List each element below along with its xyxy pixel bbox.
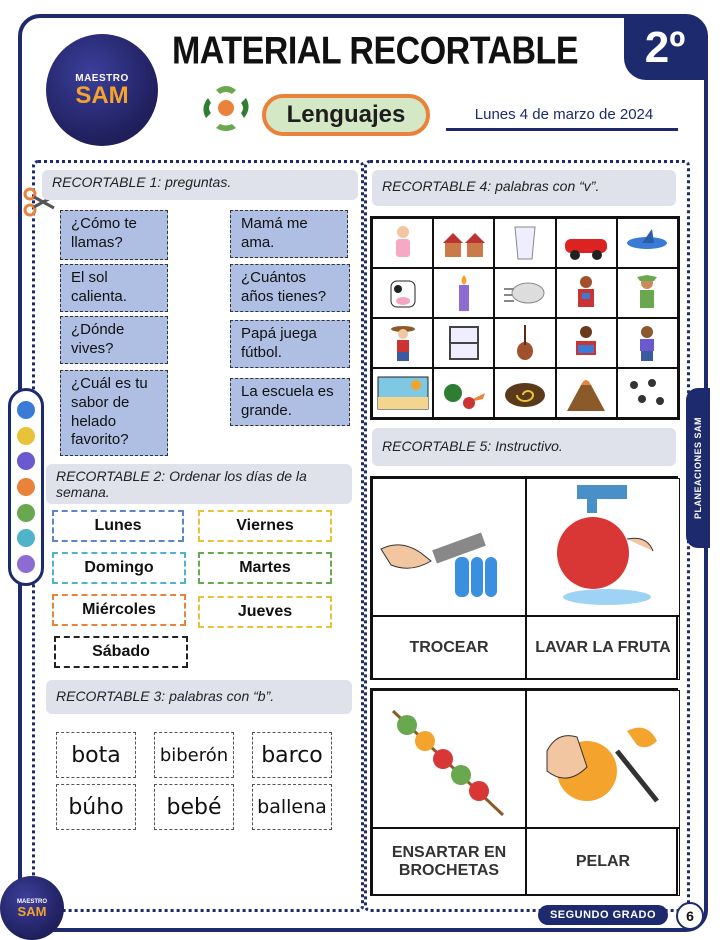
instruction-label: ENSARTAR EN BROCHETAS bbox=[372, 828, 526, 896]
village-houses-icon bbox=[433, 218, 494, 268]
logo-line1: MAESTRO bbox=[75, 72, 129, 84]
field-icon bbox=[17, 504, 35, 522]
recortable2-heading: RECORTABLE 2: Ordenar los días de la semana. bbox=[46, 464, 352, 504]
volcano-icon bbox=[556, 368, 617, 418]
day-card: Lunes bbox=[52, 510, 184, 542]
recortable3-heading: RECORTABLE 3: palabras con “b”. bbox=[46, 680, 352, 714]
word-card: bota bbox=[56, 732, 136, 778]
recortable5-heading: RECORTABLE 5: Instructivo. bbox=[372, 428, 676, 466]
question-card: ¿Cómo te llamas? bbox=[60, 210, 168, 260]
brochetas-illustration bbox=[372, 690, 526, 828]
question-card: ¿Cuántos años tienes? bbox=[230, 264, 350, 312]
recortable1-heading: RECORTABLE 1: preguntas. bbox=[42, 170, 358, 200]
day-card: Miércoles bbox=[52, 594, 186, 626]
instruction-label: PELAR bbox=[526, 828, 680, 896]
girl-reading-icon bbox=[556, 318, 617, 368]
logo-line2: SAM bbox=[75, 81, 129, 109]
nurse-figure-icon bbox=[372, 218, 433, 268]
field-icon bbox=[17, 401, 35, 419]
field-icon bbox=[17, 529, 35, 547]
instruction-label: TROCEAR bbox=[372, 616, 526, 680]
planeaciones-side-tab bbox=[686, 388, 710, 548]
page-number: 6 bbox=[676, 902, 704, 930]
logo-line1: MAESTRO bbox=[17, 898, 47, 905]
snail-swirl-icon bbox=[494, 368, 555, 418]
instructivo-panel-2 bbox=[370, 688, 678, 896]
field-icon bbox=[17, 478, 35, 496]
campos-formativos-icon bbox=[194, 82, 258, 134]
beach-scene-icon bbox=[372, 368, 433, 418]
lavar-fruta-illustration bbox=[526, 478, 680, 616]
field-icon bbox=[17, 555, 35, 573]
boy-standing-icon bbox=[617, 318, 678, 368]
recortable4-heading: RECORTABLE 4: palabras con “v”. bbox=[372, 170, 676, 206]
question-card: La escuela es grande. bbox=[230, 378, 350, 426]
side-tab-label: PLANEACIONES SAM bbox=[693, 416, 703, 519]
date-text: Lunes 4 de marzo de 2024 bbox=[474, 106, 654, 123]
cowboy-icon bbox=[372, 318, 433, 368]
candle-icon bbox=[433, 268, 494, 318]
v-words-picture-grid bbox=[370, 216, 680, 420]
question-card: Mamá me ama. bbox=[230, 210, 348, 258]
field-icon bbox=[17, 452, 35, 470]
grade-badge: 2º bbox=[624, 16, 706, 80]
maestro-sam-logo-small bbox=[0, 876, 64, 940]
word-card: ballena bbox=[252, 784, 332, 830]
question-card: Papá juega fútbol. bbox=[230, 320, 350, 368]
date-underline bbox=[446, 128, 678, 131]
day-card: Viernes bbox=[198, 510, 332, 542]
boy-flag-icon bbox=[556, 268, 617, 318]
red-car-icon bbox=[556, 218, 617, 268]
pelar-illustration bbox=[526, 690, 680, 828]
wind-cloud-icon bbox=[494, 268, 555, 318]
day-card: Jueves bbox=[198, 596, 332, 628]
violin-icon bbox=[494, 318, 555, 368]
vegetables-icon bbox=[433, 368, 494, 418]
question-card: El sol calienta. bbox=[60, 264, 168, 312]
indigenous-figure-icon bbox=[617, 268, 678, 318]
field-icon bbox=[17, 427, 35, 445]
grade-footer-label: SEGUNDO GRADO bbox=[538, 905, 668, 925]
logo-line2: SAM bbox=[17, 903, 47, 919]
question-card: ¿Dónde vives? bbox=[60, 316, 168, 364]
instruction-label: LAVAR LA FRUTA bbox=[526, 616, 680, 680]
cow-icon bbox=[372, 268, 433, 318]
glass-icon bbox=[494, 218, 555, 268]
trocear-illustration bbox=[372, 478, 526, 616]
airplane-icon bbox=[617, 218, 678, 268]
maestro-sam-logo bbox=[46, 34, 158, 146]
word-card: búho bbox=[56, 784, 136, 830]
campos-formativos-strip bbox=[8, 388, 44, 586]
page-title: MATERIAL RECORTABLE bbox=[171, 29, 579, 73]
instructivo-panel-1 bbox=[370, 476, 678, 680]
subject-pill: Lenguajes bbox=[262, 94, 430, 136]
word-card: barco bbox=[252, 732, 332, 778]
flies-icon bbox=[617, 368, 678, 418]
day-card: Martes bbox=[198, 552, 332, 584]
window-icon bbox=[433, 318, 494, 368]
word-card: bebé bbox=[154, 784, 234, 830]
day-card: Domingo bbox=[52, 552, 186, 584]
word-card: biberón bbox=[154, 732, 234, 778]
day-card: Sábado bbox=[54, 636, 188, 668]
question-card: ¿Cuál es tu sabor de helado favorito? bbox=[60, 370, 168, 456]
